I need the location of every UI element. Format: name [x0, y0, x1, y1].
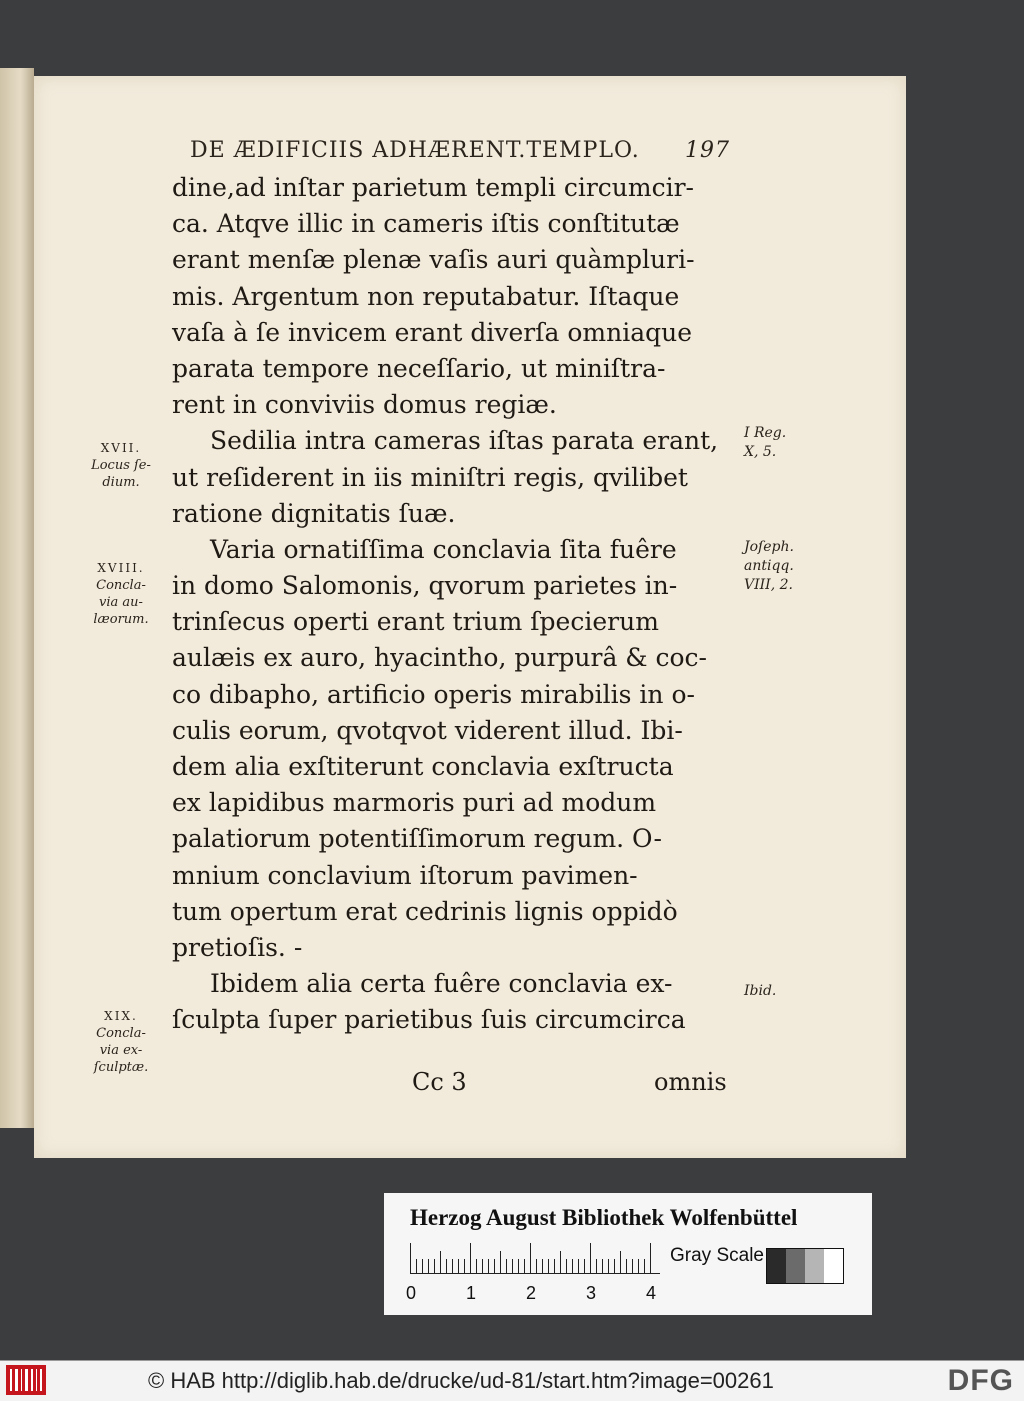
margin-note-text: dium. — [102, 475, 140, 490]
margin-note-left — [78, 440, 164, 491]
page-number: 197 — [685, 138, 730, 163]
ruler-tick — [536, 1259, 537, 1273]
text-line: palatiorum potentiſſimorum regum. O- — [172, 824, 662, 854]
ruler-tick — [470, 1243, 471, 1273]
text-line: mnium conclavium iſtorum pavimen- — [172, 860, 638, 890]
ruler-tick — [650, 1243, 651, 1273]
ruler-tick — [602, 1259, 603, 1273]
ruler-tick — [440, 1251, 441, 1273]
library-name: Herzog August Bibliothek Wolfenbüttel — [410, 1205, 798, 1230]
margin-note-text: læorum. — [93, 612, 149, 627]
ruler-number: 1 — [466, 1283, 477, 1303]
adjacent-page-edge — [0, 68, 34, 1128]
ruler-tick — [566, 1259, 567, 1273]
margin-reference-text: X, 5. — [744, 444, 777, 460]
text-line: culis eorum, qvotqvot viderent illud. Ibi- — [172, 715, 683, 745]
signature-mark: Cc 3 — [412, 1068, 467, 1096]
ruler-tick — [542, 1259, 543, 1273]
ruler-tick — [626, 1259, 627, 1273]
text-line: in domo Salomonis, qvorum parietes in- — [172, 571, 678, 601]
margin-note-number: XVII. — [100, 441, 142, 455]
margin-note-left — [78, 1008, 164, 1076]
margin-note-text: Concla- — [96, 578, 146, 593]
margin-reference-right — [744, 982, 824, 1001]
ruler-tick — [596, 1259, 597, 1273]
text-line: Ibidem alia certa fuêre conclavia ex- — [210, 969, 673, 999]
ruler-tick — [572, 1259, 573, 1273]
gray-scale-strip — [766, 1248, 844, 1284]
margin-note-text: ſculptæ. — [93, 1060, 149, 1075]
text-line: parata tempore neceſſario, ut miniſtra- — [172, 353, 666, 383]
margin-note-text: Locus ſe- — [91, 458, 151, 473]
ruler-tick — [512, 1259, 513, 1273]
ruler-tick — [494, 1259, 495, 1273]
barcode-icon — [6, 1365, 46, 1395]
ruler-number: 3 — [586, 1283, 597, 1303]
text-line: ex lapidibus marmoris puri ad modum — [172, 788, 657, 818]
gray-swatch — [805, 1249, 824, 1283]
main-text — [172, 170, 742, 1039]
ruler-tick — [488, 1259, 489, 1273]
text-line: trinſecus operti erant trium ſpecierum — [172, 607, 659, 637]
ruler-tick — [644, 1259, 645, 1273]
text-line: ca. Atqve illic in cameris iſtis conſtitutæ — [172, 209, 680, 239]
margin-note-number: XIX. — [104, 1009, 138, 1023]
text-line: rent in conviviis domus regiæ. — [172, 390, 557, 420]
text-line: mis. Argentum non reputabatur. Iſtaque — [172, 281, 680, 311]
text-line: erant menſæ plenæ vaſis auri quàmpluri- — [172, 245, 695, 275]
gray-swatch — [824, 1249, 843, 1283]
ruler-tick — [428, 1259, 429, 1273]
ruler-tick — [632, 1259, 633, 1273]
gray-swatch — [786, 1249, 805, 1283]
ruler-tick — [578, 1259, 579, 1273]
margin-note-text: Concla- — [96, 1026, 146, 1041]
margin-note-text: via ex- — [99, 1043, 143, 1058]
ruler-tick — [464, 1259, 465, 1273]
ruler-tick — [524, 1259, 525, 1273]
ruler-tick — [434, 1259, 435, 1273]
ruler-tick — [458, 1259, 459, 1273]
copyright-link[interactable]: © HAB http://diglib.hab.de/drucke/ud-81/start.htm?image=00261 — [148, 1368, 774, 1393]
footer-bar — [0, 1360, 1024, 1401]
ruler-number: 0 — [406, 1283, 417, 1303]
page-header — [190, 138, 730, 168]
ruler-tick — [500, 1251, 501, 1273]
ruler-tick — [416, 1259, 417, 1273]
text-line: dine,ad inſtar parietum templi circumcir- — [172, 173, 694, 202]
margin-reference-text: VIII, 2. — [744, 577, 793, 593]
ruler-number: 2 — [526, 1283, 537, 1303]
margin-reference-right — [744, 424, 824, 462]
text-line: vaſa à ſe invicem erant diverſa omniaque — [172, 317, 693, 347]
ruler-tick — [530, 1243, 531, 1273]
text-line: aulæis ex auro, hyacintho, purpurâ & coc- — [172, 643, 707, 673]
ruler-tick — [554, 1259, 555, 1273]
text-line: Sedilia intra cameras iſtas parata erant, — [210, 426, 719, 456]
ruler-tick — [476, 1259, 477, 1273]
ruler-tick — [410, 1243, 411, 1273]
ruler-tick — [482, 1259, 483, 1273]
ruler-tick — [548, 1259, 549, 1273]
dfg-logo: DFG — [947, 1364, 1014, 1397]
text-line: ut reſiderent in iis miniſtri regis, qvilibet — [172, 462, 688, 492]
measurement-ruler — [410, 1243, 660, 1274]
gray-swatch — [767, 1249, 786, 1283]
margin-note-text: via au- — [99, 595, 143, 610]
library-scale-card — [384, 1193, 872, 1315]
ruler-tick — [422, 1259, 423, 1273]
margin-note-number: XVIII. — [97, 561, 145, 575]
text-line: ſculpta ſuper parietibus ſuis circumcirca — [172, 1005, 686, 1035]
ruler-tick — [638, 1259, 639, 1273]
margin-reference-text: I Reg. — [744, 425, 787, 441]
ruler-tick — [620, 1251, 621, 1273]
ruler-tick — [584, 1259, 585, 1273]
text-line: pretioſis. - — [172, 932, 303, 962]
ruler-tick — [506, 1259, 507, 1273]
text-line: tum opertum erat cedrinis lignis oppidò — [172, 896, 678, 926]
ruler-tick — [518, 1259, 519, 1273]
running-title: DE ÆDIFICIIS ADHÆRENT.TEMPLO. — [190, 138, 640, 163]
text-line: dem alia exſtiterunt conclavia exſtructa — [172, 752, 674, 781]
ruler-tick — [446, 1259, 447, 1273]
ruler-tick — [590, 1243, 591, 1273]
ruler-tick — [608, 1259, 609, 1273]
gray-scale-label: Gray Scale — [670, 1245, 764, 1266]
text-line: ratione dignitatis ſuæ. — [172, 498, 456, 528]
margin-reference-text: Ibid. — [744, 983, 777, 999]
margin-reference-text: Joſeph. — [744, 539, 794, 555]
margin-reference-text: antiqq. — [744, 558, 794, 574]
ruler-number: 4 — [646, 1283, 657, 1303]
ruler-tick — [560, 1251, 561, 1273]
text-line: Varia ornatiſſima conclavia ſita fuêre — [210, 534, 677, 564]
ruler-tick — [452, 1259, 453, 1273]
margin-reference-right — [744, 538, 824, 595]
ruler-tick — [614, 1259, 615, 1273]
text-line: co dibapho, artificio operis mirabilis in o- — [172, 679, 695, 709]
catchword: omnis — [654, 1068, 727, 1096]
margin-note-left — [78, 560, 164, 628]
